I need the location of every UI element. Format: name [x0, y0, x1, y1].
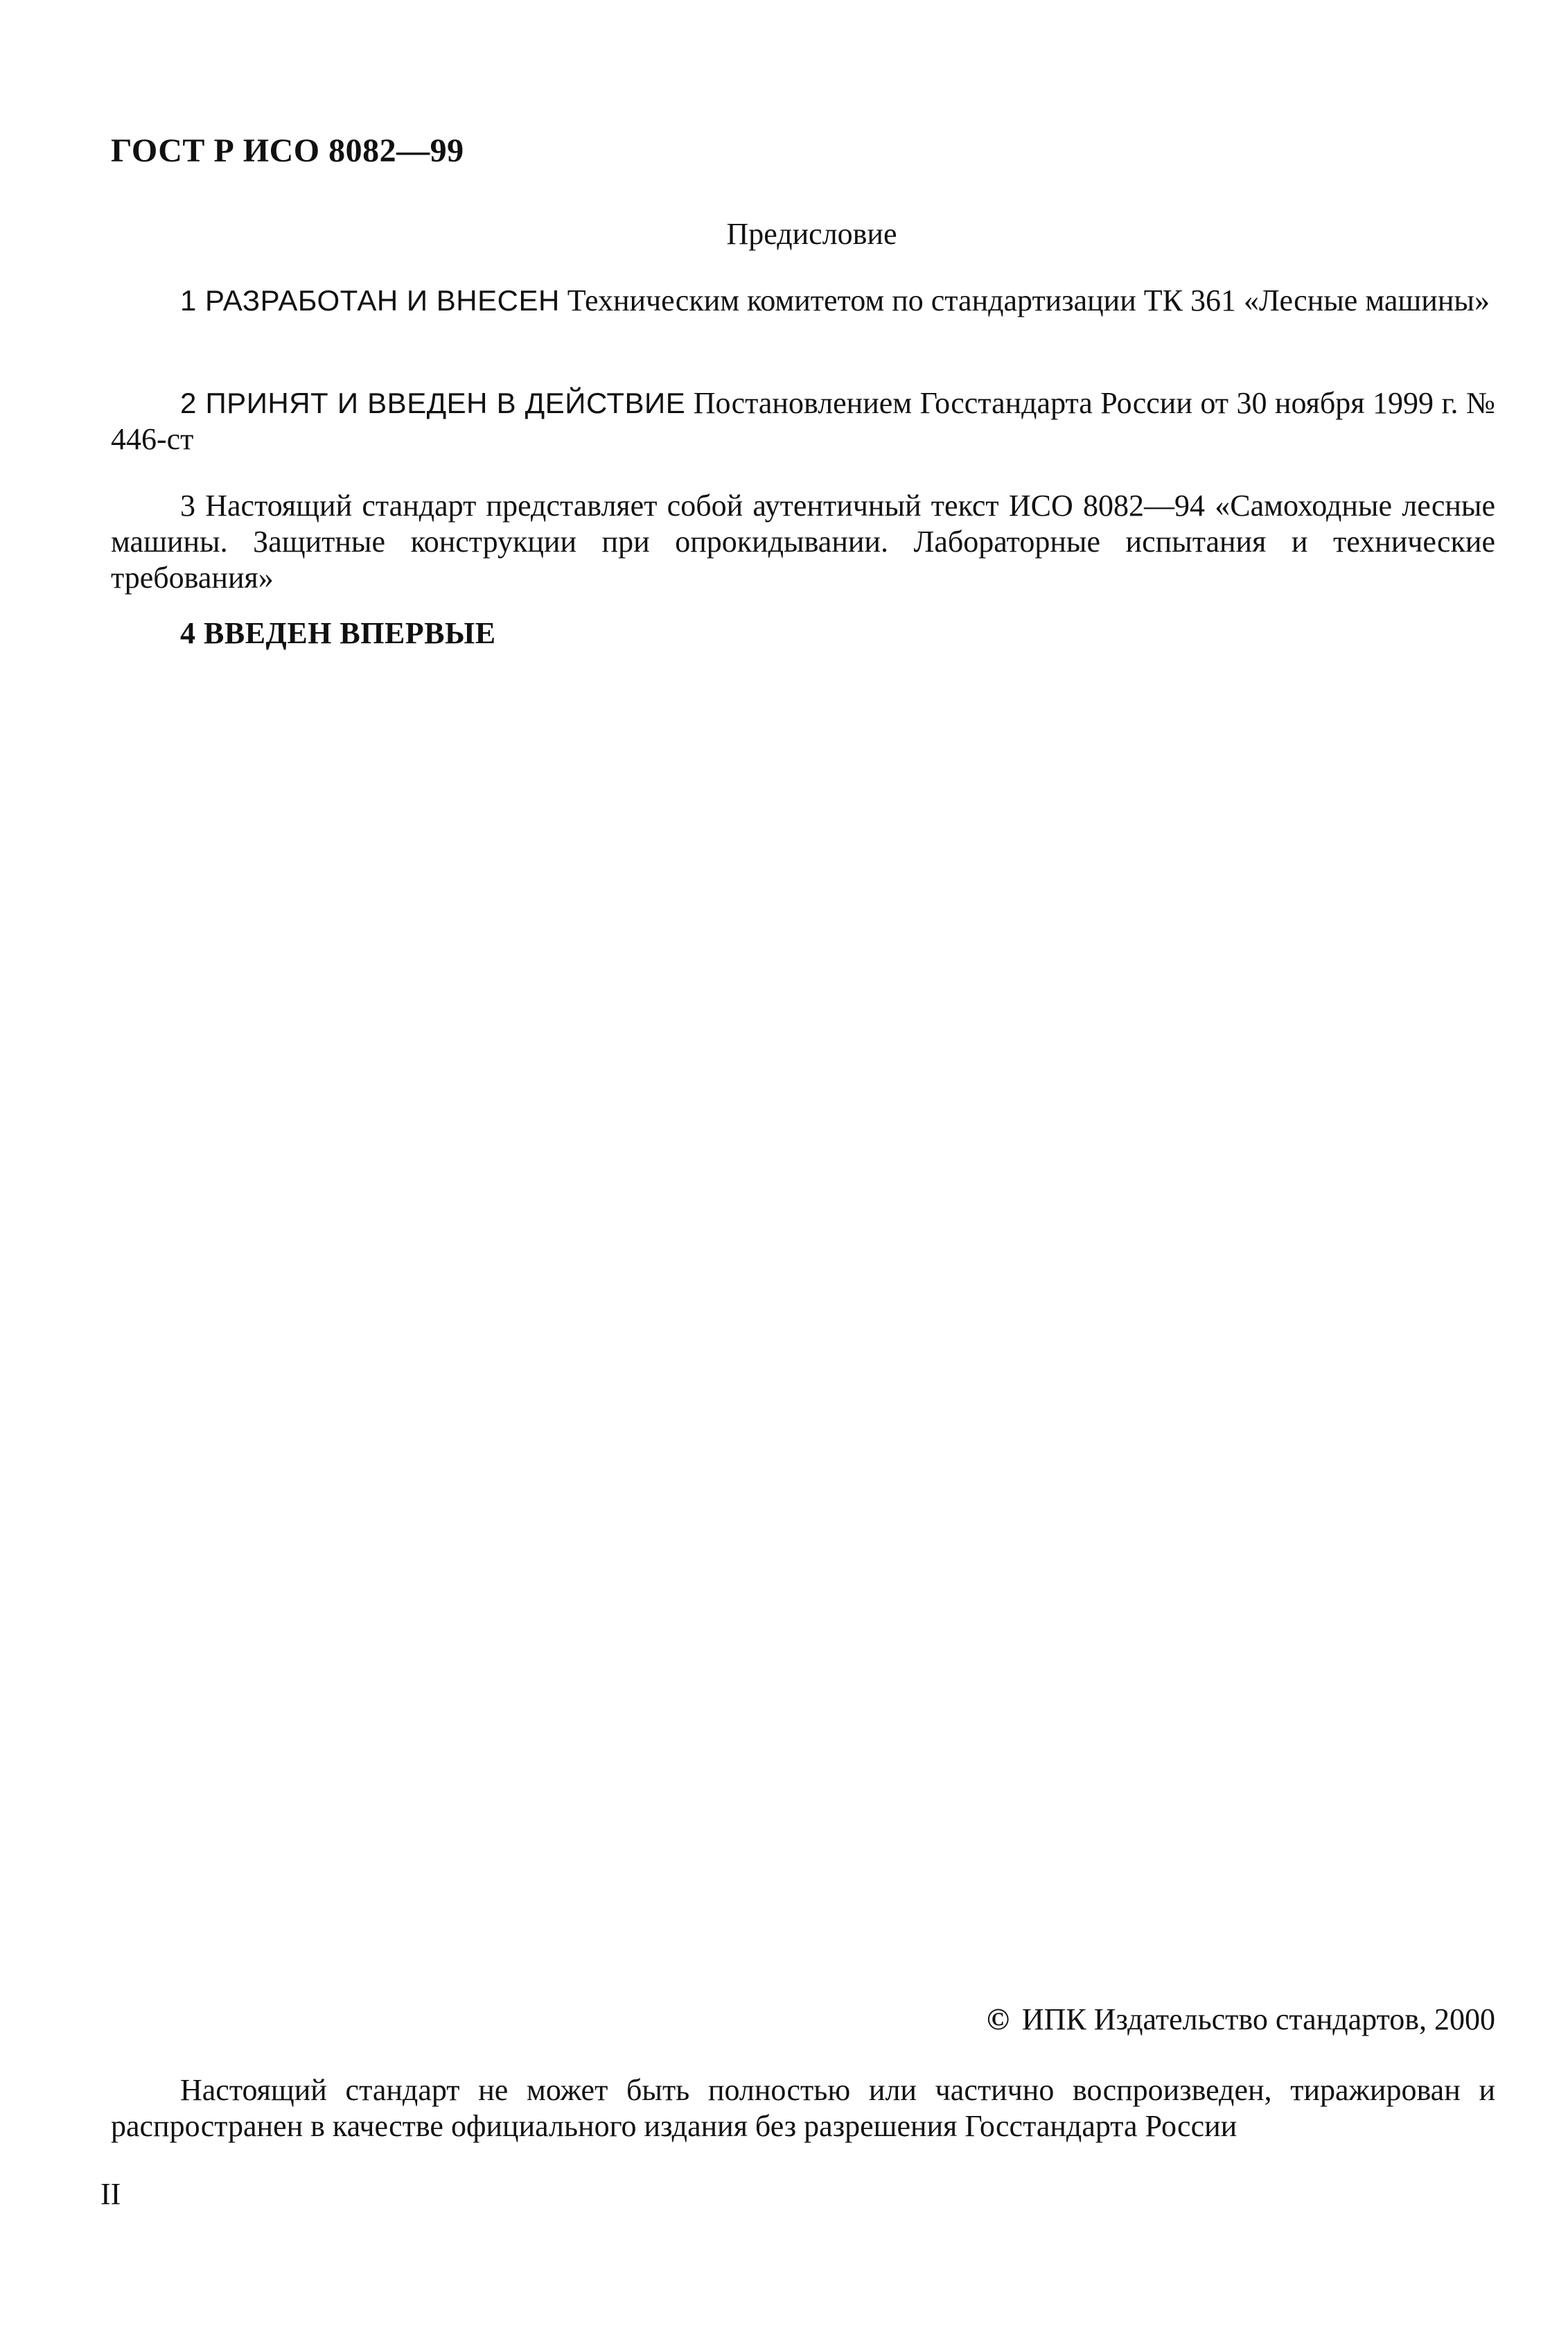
preface-item-3 [111, 488, 1495, 596]
copyright-text: ИПК Издательство стандартов, 2000 [1021, 2002, 1495, 2036]
preface-item-2-text: Постановлением Госстандарта России от 30 ноября 1999 г. № 446-ст [111, 386, 1495, 456]
preface-item-4-lead: 4 ВВЕДЕН ВПЕРВЫЕ [180, 616, 496, 650]
preface-item-2 [111, 385, 1495, 457]
preface-item-3-text: 3 Настоящий стандарт представляет собой аутентичный текст ИСО 8082—94 «Самоходные лесные машины. Защитные конструкции при опрокидывании. Лабораторные испытания и технические требования» [111, 489, 1495, 595]
preface-title: Предисловие [726, 217, 897, 251]
reproduction-notice: Настоящий стандарт не может быть полностью или частично воспроизведен, тиражирован и распространен в качестве официального издания без разрешения Госстандарта России [111, 2073, 1495, 2143]
copyright-line [987, 2002, 1495, 2037]
page-number: II [100, 2177, 121, 2211]
preface-item-2-lead: 2 ПРИНЯТ И ВВЕДЕН В ДЕЙСТВИЕ [180, 387, 686, 419]
document-code: ГОСТ Р ИСО 8082—99 [111, 132, 464, 169]
preface-item-1-lead: 1 РАЗРАБОТАН И ВНЕСЕН [180, 284, 560, 317]
preface-item-1 [111, 283, 1495, 319]
copyright-icon: © [986, 2002, 1010, 2036]
preface-item-4 [111, 615, 1495, 652]
preface-item-1-text: Техническим комитетом по стандартизации ТК 361 «Лесные машины» [559, 283, 1490, 317]
